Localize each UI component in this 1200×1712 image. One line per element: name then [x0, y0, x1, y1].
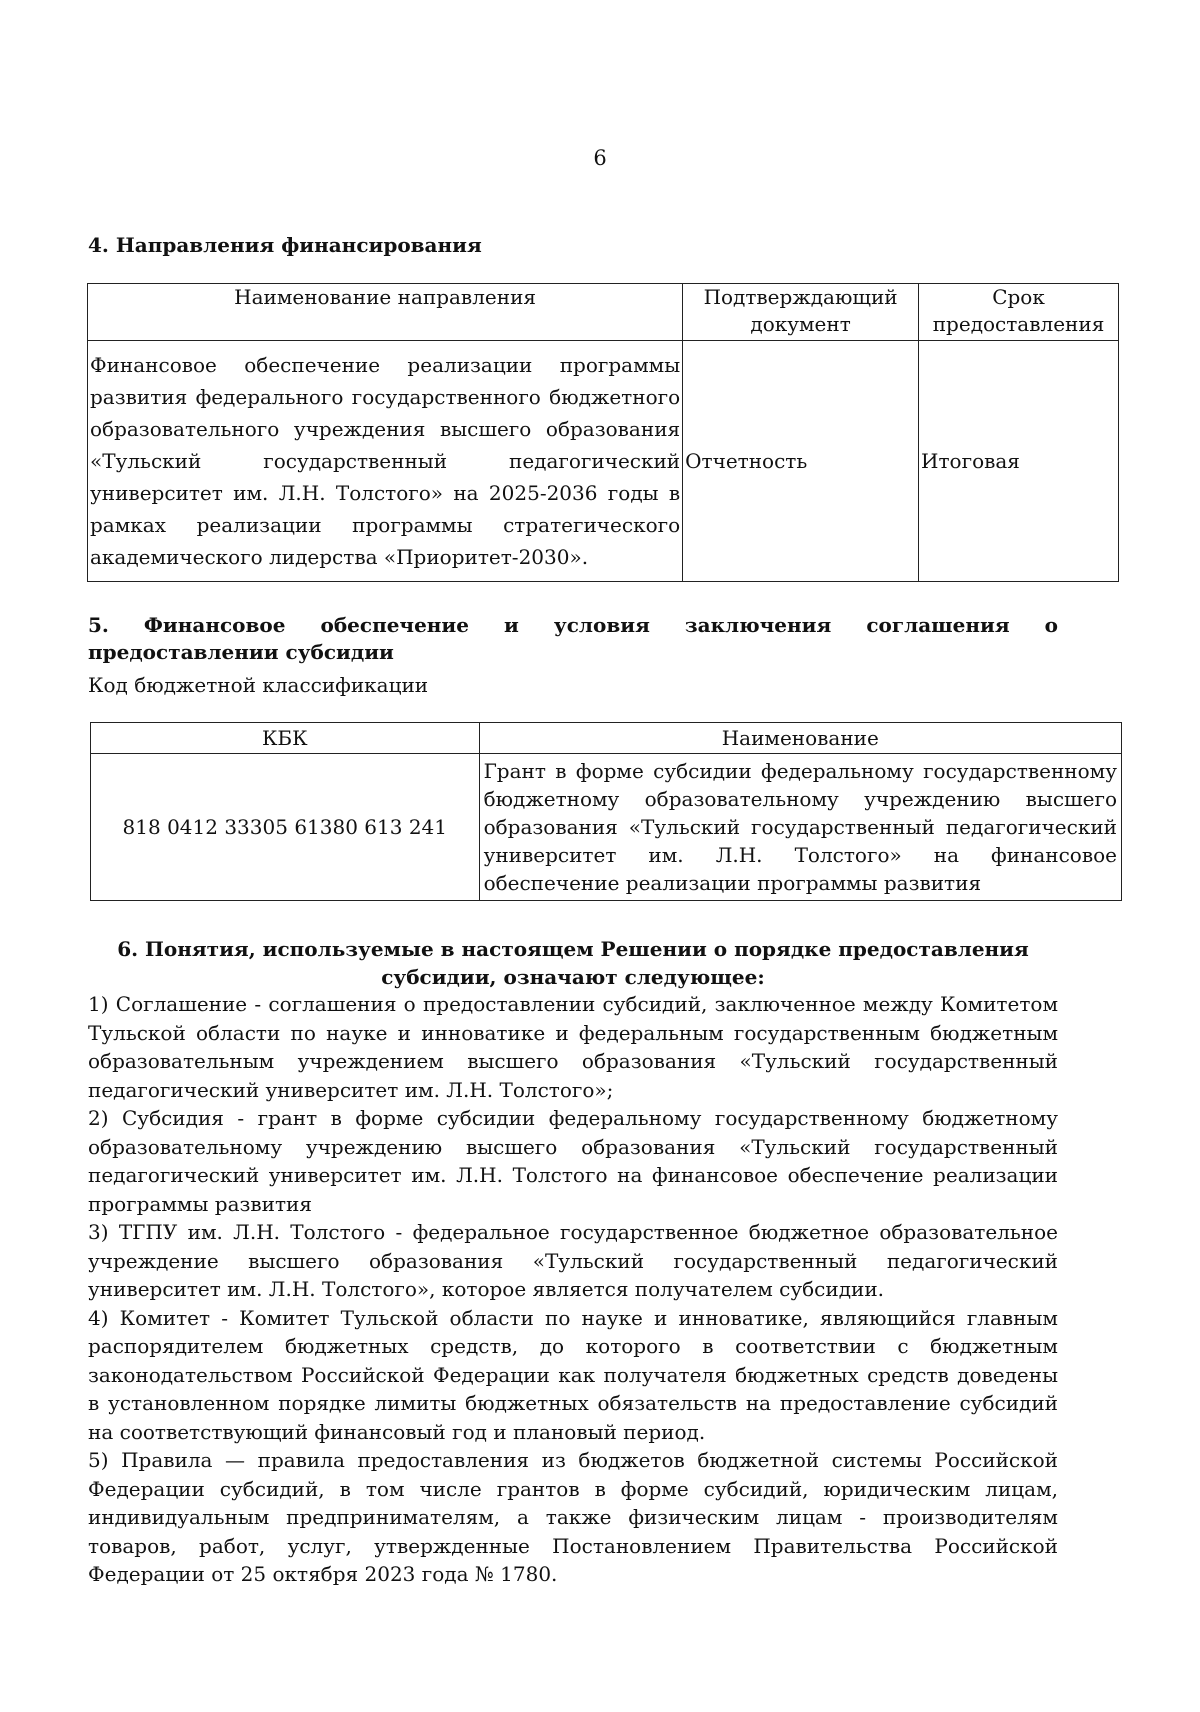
kbk-code-cell: 818 0412 33305 61380 613 241	[91, 754, 480, 901]
provision-term-cell: Итоговая	[919, 341, 1119, 582]
definition-item-committee: 4) Комитет - Комитет Тульской области по науке и инноватике, являющийся главным распорядителем бюджетных средств, до которого в соответствии с бюджетным законодательством Российской Федерации как получателя бюджетных средств доведены в установленном порядке лимиты бюджетных обязательств на предоставление субсидий на соответствующий финансовый год и плановый период.	[88, 1305, 1058, 1444]
financing-directions-table	[87, 283, 1119, 582]
header-direction-name: Наименование направления	[88, 284, 683, 341]
section-6-heading	[88, 935, 1058, 991]
definitions-list	[88, 990, 1058, 1589]
header-kbk-name: Наименование	[479, 723, 1121, 754]
direction-name-cell: Финансовое обеспечение реализации программы развития федерального государственного бюджетного образовательного учреждения высшего образования «Тульский государственный педагогический университет им. Л.Н. Толстого» на 2025-2036 годы в рамках реализации программы стратегического академического лидерства «Приоритет-2030».	[88, 341, 683, 582]
kbk-table	[90, 722, 1122, 901]
definition-item-rules: 5) Правила — правила предоставления из бюджетов бюджетной системы Российской Федерации субсидий, в том числе грантов в форме субсидий, юридическим лицам, индивидуальным предпринимателям, а также физическим лицам - производителям товаров, работ, услуг, утвержденные Постановлением Правительства Российской Федерации от 25 октября 2023 года № 1780.	[88, 1448, 1058, 1586]
definition-item-subsidy: 2) Субсидия - грант в форме субсидии федеральному государственному бюджетному образовательному учреждению высшего образования «Тульский государственный педагогический университет им. Л.Н. Толстого на финансовое обеспечение реализации программы развития	[88, 1106, 1058, 1216]
table-row	[88, 341, 1119, 582]
table-header-row	[88, 284, 1119, 341]
section-6-heading-line-1: 6. Понятия, используемые в настоящем Решении о порядке предоставления	[117, 937, 1029, 961]
definition-item-university: 3) ТГПУ им. Л.Н. Толстого - федеральное государственное бюджетное образовательное учреждение высшего образования «Тульский государственный педагогический университет им. Л.Н. Толстого», которое является получателем субсидии.	[88, 1220, 1058, 1301]
confirming-document-cell: Отчетность	[683, 341, 919, 582]
section-6-heading-line-2: субсидии, означают следующее:	[381, 965, 765, 989]
kbk-caption: Код бюджетной классификации	[88, 673, 429, 697]
header-provision-term: Срок предоставления	[919, 284, 1119, 341]
table-row	[91, 754, 1122, 901]
kbk-name-cell: Грант в форме субсидии федеральному государственному бюджетному образовательному учреждению высшего образования «Тульский государственный педагогический университет им. Л.Н. Толстого» на финансовое обеспечение реализации программы развития	[479, 754, 1121, 901]
section-5-heading: 5. Финансовое обеспечение и условия заключения соглашения о предоставлении субсидии	[88, 613, 1058, 664]
section-4-heading: 4. Направления финансирования	[88, 233, 482, 257]
page-number: 6	[593, 146, 607, 170]
header-kbk: КБК	[91, 723, 480, 754]
definition-item-agreement: 1) Соглашение - соглашения о предоставлении субсидий, заключенное между Комитетом Тульской области по науке и инноватике и федеральным государственным бюджетным образовательным учреждением высшего образования «Тульский государственный педагогический университет им. Л.Н. Толстого»;	[88, 992, 1058, 1102]
header-confirming-document: Подтверждающий документ	[683, 284, 919, 341]
table-header-row	[91, 723, 1122, 754]
